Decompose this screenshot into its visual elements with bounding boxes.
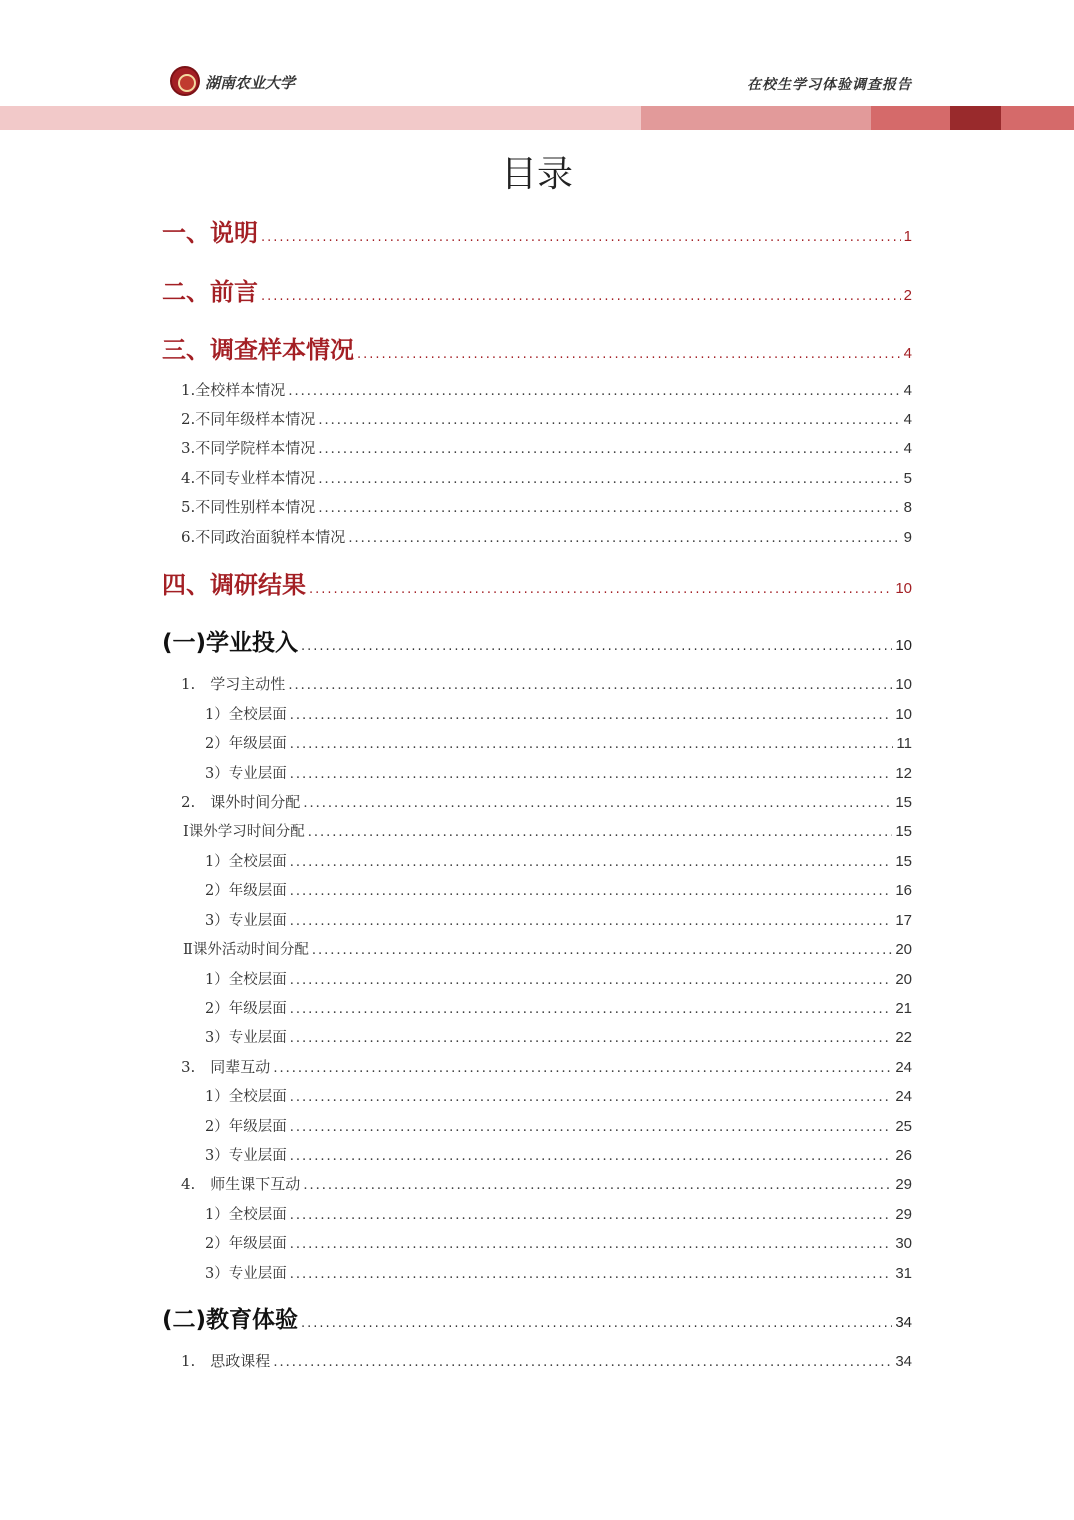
toc-entry-page: 4 [903,440,912,457]
toc-entry-page: 29 [895,1176,912,1193]
toc-entry-page: 26 [895,1147,912,1164]
header-band-2 [641,106,871,130]
dot-leader [290,1149,893,1164]
toc-entry-text: (一)学业投入 [162,630,299,656]
toc-entry-page: 8 [903,499,912,516]
toc-entry-subitem[interactable] [205,1085,912,1106]
toc-entry-text: 四、调研结果 [162,571,306,599]
toc-entry-page: 2 [903,287,912,304]
page-header [0,0,1074,132]
toc-entry-text: 1.全校样本情况 [181,381,286,399]
toc-entry-text: 2）年级层面 [205,1119,287,1135]
toc-entry-page: 34 [895,1353,912,1370]
dot-leader [273,1355,892,1370]
toc-entry-page: 9 [903,529,912,546]
report-title: 在校生学习体验调查报告 [747,77,912,93]
toc-entry-text: 3.不同学院样本情况 [181,439,316,457]
toc-entry-page: 16 [895,882,912,899]
toc-entry-text: 4. 师生课下互动 [181,1175,301,1193]
toc-entry-page: 21 [895,1000,912,1017]
toc-entry-page: 20 [895,941,912,958]
toc-entry-page: 17 [895,912,912,929]
toc-entry-item[interactable] [181,467,912,488]
toc-entry-text: 4.不同专业样本情况 [181,469,316,487]
header-band-5 [1001,106,1074,130]
toc-entry-subsection[interactable] [183,938,912,959]
dot-leader [301,639,892,654]
toc-entry-text: 2）年级层面 [205,1001,287,1017]
dot-leader [261,289,901,304]
toc-entry-subitem[interactable] [205,909,912,930]
toc-entry-text: 1. 学习主动性 [181,675,286,693]
dot-leader [290,1237,893,1252]
toc-entry-page: 10 [895,676,912,693]
header-band-3 [871,106,950,130]
toc-entry-item[interactable] [181,408,912,429]
toc-entry-page: 5 [903,470,912,487]
toc-entry-page: 4 [903,382,912,399]
toc-entry-page: 24 [895,1088,912,1105]
toc-entry-text: 1）全校层面 [205,1207,287,1223]
toc-entry-chapter[interactable] [162,565,912,600]
dot-leader [318,413,900,428]
toc-entry-text: 2）年级层面 [205,883,287,899]
toc-entry-text: (二)教育体验 [162,1307,299,1333]
dot-leader [288,384,900,399]
toc-entry-text: 二、前言 [162,278,258,306]
toc-entry-subitem[interactable] [205,1026,912,1047]
dot-leader [290,884,893,899]
dot-leader [261,230,901,245]
toc-entry-page: 31 [895,1265,912,1282]
toc-entry-item[interactable] [181,526,912,547]
toc-entry-page: 22 [895,1029,912,1046]
dot-leader [318,501,900,516]
toc-entry-text: 2.不同年级样本情况 [181,410,316,428]
dot-leader [357,347,901,362]
toc-entry-page: 29 [895,1206,912,1223]
header-band-1 [0,106,641,130]
toc-title: 目录 [500,154,573,195]
toc-entry-page: 15 [895,823,912,840]
toc-entry-text: 2）年级层面 [205,1236,287,1252]
toc-entry-page: 12 [895,765,912,782]
toc-entry-page: 10 [895,706,912,723]
toc-entry-item[interactable] [181,1056,912,1077]
dot-leader [290,737,894,752]
toc-entry-page: 15 [895,794,912,811]
toc-entry-text: 2）年级层面 [205,736,287,752]
toc-entry-text: 1）全校层面 [205,707,287,723]
toc-entry-page: 4 [903,411,912,428]
dot-leader [312,943,892,958]
dot-leader [290,767,893,782]
toc-entry-text: 1）全校层面 [205,972,287,988]
toc-entry-text: 3）专业层面 [205,913,287,929]
toc-entry-subitem[interactable] [205,762,912,783]
toc-entry-page: 20 [895,971,912,988]
toc-entry-page: 25 [895,1118,912,1135]
dot-leader [290,855,893,870]
toc-entry-text: Ⅱ课外活动时间分配 [183,942,309,958]
toc-entry-page: 11 [896,735,912,752]
toc-entry-subitem[interactable] [205,968,912,989]
toc-entry-text: 3）专业层面 [205,766,287,782]
toc-entry-subitem[interactable] [205,1262,912,1283]
dot-leader [290,1208,893,1223]
toc-entry-page: 10 [895,637,912,654]
university-seal-icon [170,66,200,96]
toc-entry-item[interactable] [181,1350,912,1371]
dot-leader [290,914,893,929]
dot-leader [301,1316,892,1331]
toc-entry-section[interactable] [162,624,912,657]
toc-entry-chapter[interactable] [162,330,912,365]
toc-entry-page: 10 [895,580,912,597]
toc-entry-text: 2. 课外时间分配 [181,793,301,811]
toc-entry-subitem[interactable] [205,1115,912,1136]
dot-leader [308,825,893,840]
toc-entry-subitem[interactable] [205,1203,912,1224]
toc-entry-chapter[interactable] [162,213,912,248]
toc-entry-chapter[interactable] [162,272,912,307]
dot-leader [273,1061,892,1076]
dot-leader [303,1178,892,1193]
dot-leader [309,582,892,597]
dot-leader [348,531,900,546]
toc-entry-item[interactable] [181,673,912,694]
toc-entry-text: 3）专业层面 [205,1148,287,1164]
header-band-4 [950,106,1001,130]
toc-entry-item[interactable] [181,379,912,400]
toc-entry-text: 3）专业层面 [205,1030,287,1046]
dot-leader [288,678,892,693]
toc-entry-subitem[interactable] [205,703,912,724]
toc-entry-item[interactable] [181,791,912,812]
toc-entry-subitem[interactable] [205,879,912,900]
toc-entry-subsection[interactable] [183,820,912,841]
dot-leader [290,1002,893,1017]
toc-entry-subitem[interactable] [205,732,912,753]
toc-entry-subitem[interactable] [205,850,912,871]
toc-entry-page: 24 [895,1059,912,1076]
toc-entry-text: 1）全校层面 [205,1089,287,1105]
toc-entry-item[interactable] [181,496,912,517]
dot-leader [290,708,893,723]
toc-entry-page: 30 [895,1235,912,1252]
toc-entry-text: 3）专业层面 [205,1266,287,1282]
toc-entry-subitem[interactable] [205,1144,912,1165]
toc-entry-subitem[interactable] [205,1232,912,1253]
dot-leader [318,472,900,487]
toc-entry-text: 三、调查样本情况 [162,336,354,364]
university-name: 湖南农业大学 [205,74,296,92]
dot-leader [290,1031,893,1046]
toc-entry-text: 3. 同辈互动 [181,1058,271,1076]
toc-entry-text: 6.不同政治面貌样本情况 [181,528,346,546]
toc-entry-text: Ⅰ课外学习时间分配 [183,824,305,840]
toc-entry-page: 4 [903,345,912,362]
dot-leader [290,1267,893,1282]
dot-leader [290,1090,893,1105]
toc-entry-text: 1）全校层面 [205,854,287,870]
toc-entry-item[interactable] [181,1173,912,1194]
toc-entry-page: 15 [895,853,912,870]
dot-leader [290,973,893,988]
toc-entry-page: 34 [895,1314,912,1331]
dot-leader [318,442,900,457]
toc-entry-section[interactable] [162,1301,912,1334]
toc-entry-text: 一、说明 [162,219,258,247]
toc-entry-text: 5.不同性别样本情况 [181,498,316,516]
toc-entry-subitem[interactable] [205,997,912,1018]
toc-entry-text: 1. 思政课程 [181,1352,271,1370]
dot-leader [290,1120,893,1135]
dot-leader [303,796,892,811]
toc-entry-item[interactable] [181,437,912,458]
toc-entry-page: 1 [903,228,912,245]
